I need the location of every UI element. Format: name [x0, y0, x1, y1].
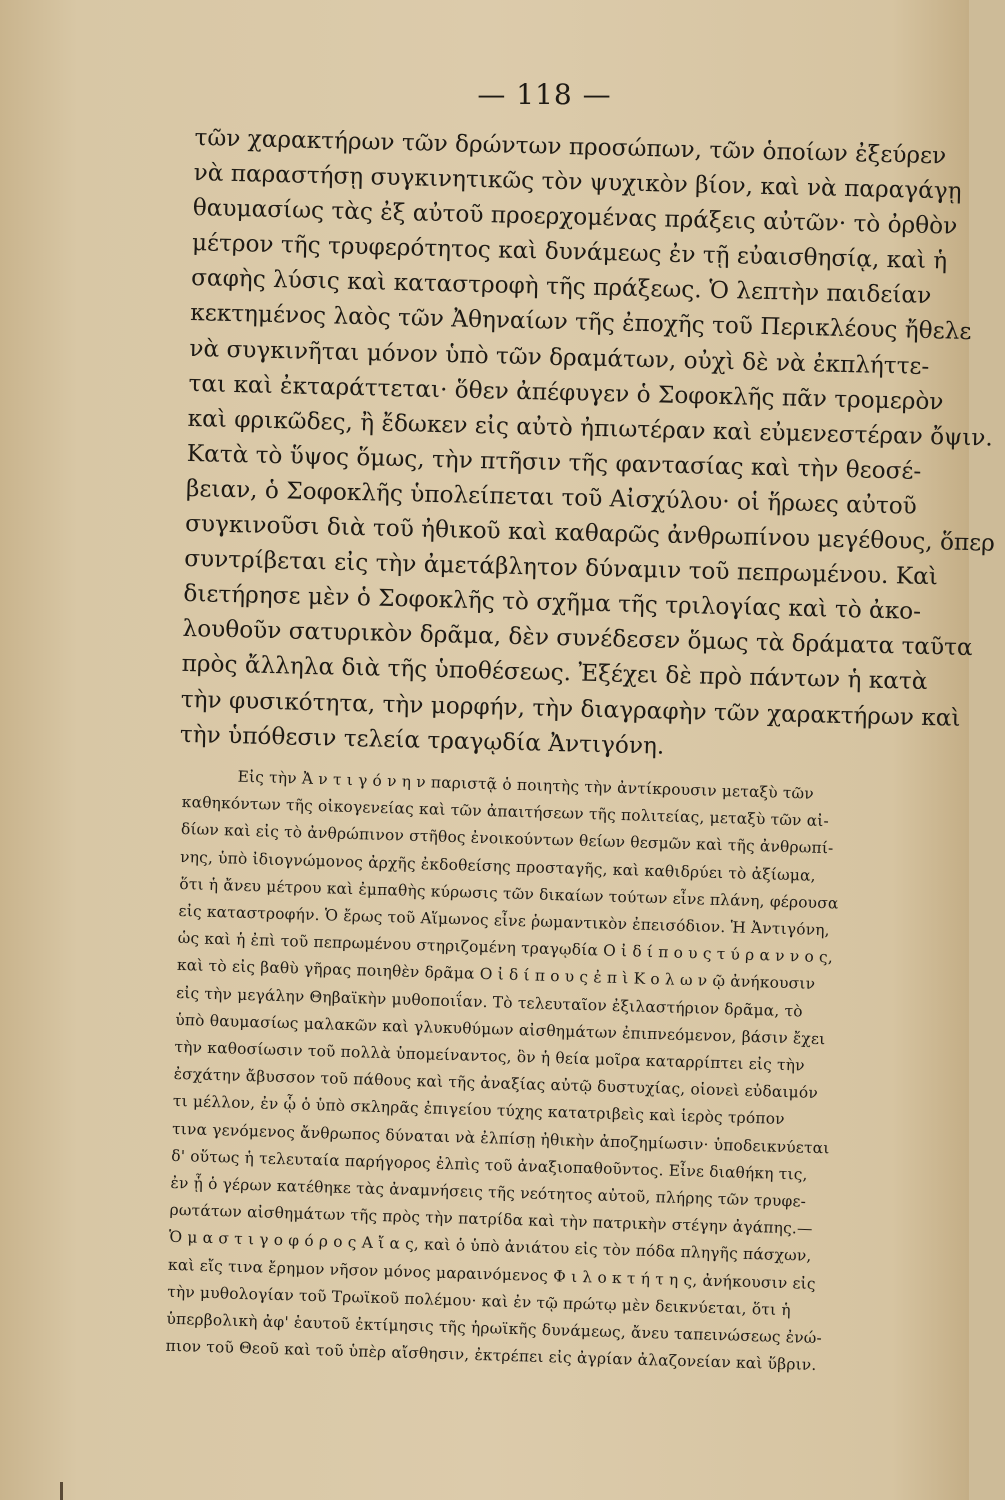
body-line: τὴν ὑπόθεσιν τελεία τραγῳδία Ἀντιγόνη.: [179, 720, 665, 760]
note-line: καὶ τὸ εἰς βαθὺ γῆρας ποιηθὲν δρᾶμα Ο ἰ δ ί π ο υ ς ἐ π ὶ Κ ο λ ω ν ῷ ἀνήκουσιν: [176, 956, 816, 994]
note-line: ρωτάτων αἰσθημάτων τῆς πρὸς τὴν πατρίδα καὶ τὴν πατρικὴν στέγην ἀγάπης.—: [169, 1201, 813, 1239]
note-line: Εἰς τὴν Ἀ ν τ ι γ ό ν η ν παριστᾷ ὁ ποιητὴς τὴν ἀντίκρουσιν μεταξὺ τῶν: [237, 767, 815, 803]
note-line: εἰς τὴν μεγάλην Θηβαϊκὴν μυθοποιΐαν. Τὸ τελευταῖον ἐξιλαστήριον δρᾶμα, τὸ: [175, 983, 804, 1021]
body-line: Κατὰ τὸ ὕψος ὅμως, τὴν πτῆσιν τῆς φαντασίας καὶ τὴν θεοσέ-: [186, 439, 922, 485]
page-number: — 118 —: [477, 78, 612, 111]
note-line: τι μέλλον, ἐν ᾧ ὁ ὑπὸ σκληρᾶς ἐπιγείου τύχης κατατριβεὶς καὶ ἱερὸς τρόπον: [172, 1092, 785, 1129]
body-line: βειαν, ὁ Σοφοκλῆς ὑπολείπεται τοῦ Αἰσχύλου· οἱ ἥρωες αὐτοῦ: [185, 474, 918, 520]
body-line: μέτρον τῆς τρυφερότητος καὶ δυνάμεως ἐν τῇ εὐαισθησίᾳ, καὶ ἡ: [191, 229, 948, 275]
note-line: δ' οὕτως ἡ τελευταία παρήγορος ἐλπὶς τοῦ ἀναξιοπαθοῦντος. Εἶνε διαθήκη τις,: [171, 1146, 808, 1184]
footnote-block: [165, 762, 882, 1381]
body-line: ται καὶ ἐκταράττεται· ὅθεν ἀπέφυγεν ὁ Σοφοκλῆς πᾶν τρομερὸν: [188, 369, 944, 416]
note-line: καὶ εἴς τινα ἔρημον νῆσον μόνος μαραινόμενος Φ ι λ ο κ τ ή τ η ς, ἀνήκουσιν εἰς: [167, 1255, 816, 1293]
note-line: ἐν ᾗ ὁ γέρων κατέθηκε τὰς ἀναμνήσεις τῆς νεότητος αὐτοῦ, πλήρης τῶν τρυφε-: [170, 1173, 807, 1211]
note-line: ὑπὸ θαυμασίως μαλακῶν καὶ γλυκυθύμων αἰσθημάτων ἐπιπνεόμενον, βάσιν ἔχει: [175, 1010, 826, 1049]
body-line: τὴν φυσικότητα, τὴν μορφήν, τὴν διαγραφὴν τῶν χαρακτήρων καὶ: [180, 685, 961, 732]
note-line: ἐσχάτην ἄβυσσον τοῦ πάθους καὶ τῆς ἀναξίας αὐτῷ δυστυχίας, οἱονεὶ εὐδαιμόν: [173, 1065, 819, 1103]
body-line: θαυμασίως τὰς ἐξ αὐτοῦ προερχομένας πράξεις αὐτῶν· τὸ ὀρθὸν: [192, 194, 958, 240]
body-line: νὰ παραστήσῃ συγκινητικῶς τὸν ψυχικὸν βίον, καὶ νὰ παραγάγῃ: [193, 159, 962, 205]
note-line: ὑπερβολικὴ ἀφ' ἑαυτοῦ ἐκτίμησις τῆς ἡρωϊκῆς δυνάμεως, ἄνευ ταπεινώσεως ἐνώ-: [166, 1309, 823, 1348]
note-line: ὅτι ἡ ἄνευ μέτρου καὶ ἐμπαθὴς κύρωσις τῶν δικαίων τούτων εἶνε πλάνη, φέρουσα: [179, 874, 839, 913]
body-line: συντρίβεται εἰς τὴν ἀμετάβλητον δύναμιν τοῦ πεπρωμένου. Καὶ: [183, 544, 939, 591]
body-line: συγκινοῦσι διὰ τοῦ ἠθικοῦ καὶ καθαρῶς ἀνθρωπίνου μεγέθους, ὅπερ: [184, 509, 996, 557]
note-line: πιον τοῦ Θεοῦ καὶ τοῦ ὑπὲρ αἴσθησιν, ἐκτρέπει εἰς ἀγρίαν ἀλαζονείαν καὶ ὕβριν.: [165, 1337, 817, 1375]
note-line: Ὁ μ α σ τ ι γ ο φ ό ρ ο ς Α ἴ α ς, καὶ ὁ ὑπὸ ἀνιάτου εἰς τὸν πόδα πληγῆς πάσχων,: [168, 1228, 812, 1266]
main-paragraph: [179, 120, 996, 769]
body-line: διετήρησε μὲν ὁ Σοφοκλῆς τὸ σχῆμα τῆς τριλογίας καὶ τὸ ἀκο-: [183, 580, 922, 626]
note-line: τὴν μυθολογίαν τοῦ Τρωϊκοῦ πολέμου· καὶ ἐν τῷ πρώτῳ μὲν δεικνύεται, ὅτι ἡ: [167, 1282, 792, 1320]
body-line: σαφὴς λύσις καὶ καταστροφὴ τῆς πράξεως. Ὁ λεπτὴν παιδείαν: [190, 264, 932, 310]
margin-mark: [60, 1482, 63, 1500]
body-line: καὶ φρικῶδες, ἢ ἔδωκεν εἰς αὐτὸ ἠπιωτέραν καὶ εὐμενεστέραν ὄψιν.: [187, 404, 994, 452]
note-line: ὡς καὶ ἡ ἐπὶ τοῦ πεπρωμένου στηριζομένη τραγῳδία Ο ἰ δ ί π ο υ ς τ ύ ρ α ν ν ο ς,: [177, 929, 834, 967]
note-line: νης, ὑπὸ ἰδιογνώμονος ἀρχῆς ἐκδοθείσης προσταγῆς, καὶ καθιδρύει τὸ ἀξίωμα,: [179, 847, 817, 885]
body-line: κεκτημένος λαὸς τῶν Ἀθηναίων τῆς ἐποχῆς τοῦ Περικλέους ἤθελε: [189, 299, 972, 346]
body-line: λουθοῦν σατυρικὸν δρᾶμα, δὲν συνέδεσεν ὅμως τὰ δράματα ταῦτα: [182, 615, 973, 662]
note-line: τινα γενόμενος ἄνθρωπος δύναται νὰ ἐλπίσῃ ἠθικὴν ἀποζημίωσιν· ὑποδεικνύεται: [171, 1119, 830, 1157]
note-line: δίων καὶ εἰς τὸ ἀνθρώπινον στῆθος ἐνοικούντων θείων θεσμῶν καὶ τῆς ἀνθρωπί-: [180, 820, 834, 858]
note-line: καθηκόντων τῆς οἰκογενείας καὶ τῶν ἀπαιτήσεων τῆς πολιτείας, μεταξὺ τῶν αἰ-: [181, 793, 830, 831]
body-line: πρὸς ἄλληλα διὰ τῆς ὑποθέσεως. Ἐξέχει δὲ πρὸ πάντων ἡ κατὰ: [181, 650, 928, 696]
body-line: τῶν χαρακτήρων τῶν δρώντων προσώπων, τῶν ὁποίων ἐξεύρεν: [194, 123, 947, 170]
body-line: νὰ συγκινῆται μόνον ὑπὸ τῶν δραμάτων, οὐχὶ δὲ νὰ ἐκπλήττε-: [189, 334, 930, 380]
note-line: τὴν καθοσίωσιν τοῦ πολλὰ ὑπομείναντος, ὃν ἡ θεία μοῖρα καταρρίπτει εἰς τὴν: [174, 1037, 806, 1075]
note-line: εἰς καταστροφήν. Ὁ ἔρως τοῦ Αἵμωνος εἶνε ῥωμαντικὸν ἐπεισόδιον. Ἡ Ἀντιγόνη,: [178, 901, 831, 940]
